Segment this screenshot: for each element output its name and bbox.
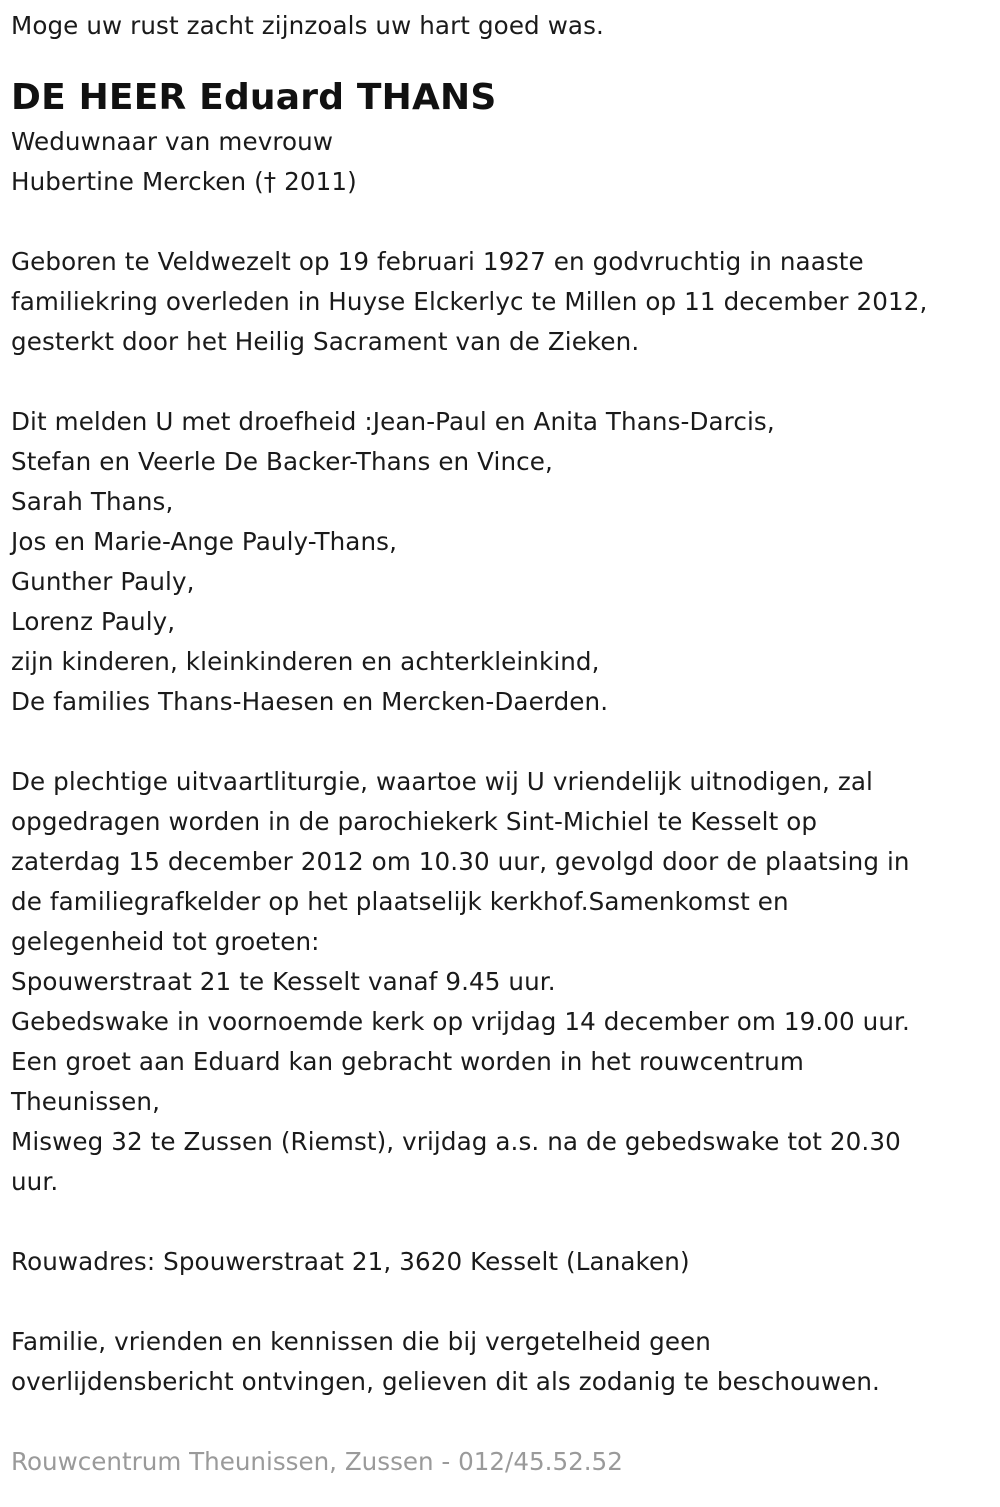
funeral-line-1: De plechtige uitvaartliturgie, waartoe wij U vriendelijk uitnodigen, zal — [11, 767, 873, 796]
spacer — [11, 1202, 990, 1242]
funeral-line-9: Theunissen, — [11, 1087, 161, 1116]
mourning-address: Rouwadres: Spouwerstraat 21, 3620 Kesselt (Lanaken) — [11, 1247, 690, 1276]
funeral-line-10: Misweg 32 te Zussen (Riemst), vrijdag a.s. na de gebedswake tot 20.30 — [11, 1127, 901, 1156]
opening-line: Moge uw rust zacht zijnzoals uw hart goed was. — [11, 11, 604, 40]
spacer — [11, 722, 990, 762]
birth-death-line-1: Geboren te Veldwezelt op 19 februari 1927 en godvruchtig in naaste — [11, 247, 864, 276]
birth-death-line-3: gesterkt door het Heilig Sacrament van de Zieken. — [11, 327, 640, 356]
funeral-line-11: uur. — [11, 1167, 59, 1196]
funeral-line-7: Gebedswake in voornoemde kerk op vrijdag 14 december om 19.00 uur. — [11, 1007, 910, 1036]
funeral-line-2: opgedragen worden in de parochiekerk Sint-Michiel te Kesselt op — [11, 807, 818, 836]
funeral-line-8: Een groet aan Eduard kan gebracht worden in het rouwcentrum — [11, 1047, 804, 1076]
spacer — [11, 1282, 990, 1322]
family-line-8: De families Thans-Haesen en Mercken-Daerden. — [11, 687, 609, 716]
family-line-2: Stefan en Veerle De Backer-Thans en Vince, — [11, 447, 553, 476]
family-line-1: Dit melden U met droefheid :Jean-Paul en Anita Thans-Darcis, — [11, 407, 775, 436]
family-line-3: Sarah Thans, — [11, 487, 174, 516]
deceased-name: DE HEER Eduard THANS — [11, 77, 497, 118]
spacer — [11, 202, 990, 242]
funeral-line-5: gelegenheid tot groeten: — [11, 927, 320, 956]
family-line-6: Lorenz Pauly, — [11, 607, 176, 636]
birth-death-line-2: familiekring overleden in Huyse Elckerlyc te Millen op 11 december 2012, — [11, 287, 928, 316]
funeral-line-6: Spouwerstraat 21 te Kesselt vanaf 9.45 uur. — [11, 967, 556, 996]
spacer — [11, 362, 990, 402]
widower-line-2: Hubertine Mercken († 2011) — [11, 167, 357, 196]
family-line-7: zijn kinderen, kleinkinderen en achterkleinkind, — [11, 647, 600, 676]
funeral-home-footer: Rouwcentrum Theunissen, Zussen - 012/45.52.52 — [11, 1447, 623, 1476]
closing-line-2: overlijdensbericht ontvingen, gelieven dit als zodanig te beschouwen. — [11, 1367, 880, 1396]
family-line-5: Gunther Pauly, — [11, 567, 195, 596]
funeral-line-4: de familiegrafkelder op het plaatselijk kerkhof.Samenkomst en — [11, 887, 789, 916]
widower-line-1: Weduwnaar van mevrouw — [11, 127, 334, 156]
funeral-line-3: zaterdag 15 december 2012 om 10.30 uur, gevolgd door de plaatsing in — [11, 847, 910, 876]
family-line-4: Jos en Marie-Ange Pauly-Thans, — [11, 527, 397, 556]
closing-line-1: Familie, vrienden en kennissen die bij vergetelheid geen — [11, 1327, 711, 1356]
